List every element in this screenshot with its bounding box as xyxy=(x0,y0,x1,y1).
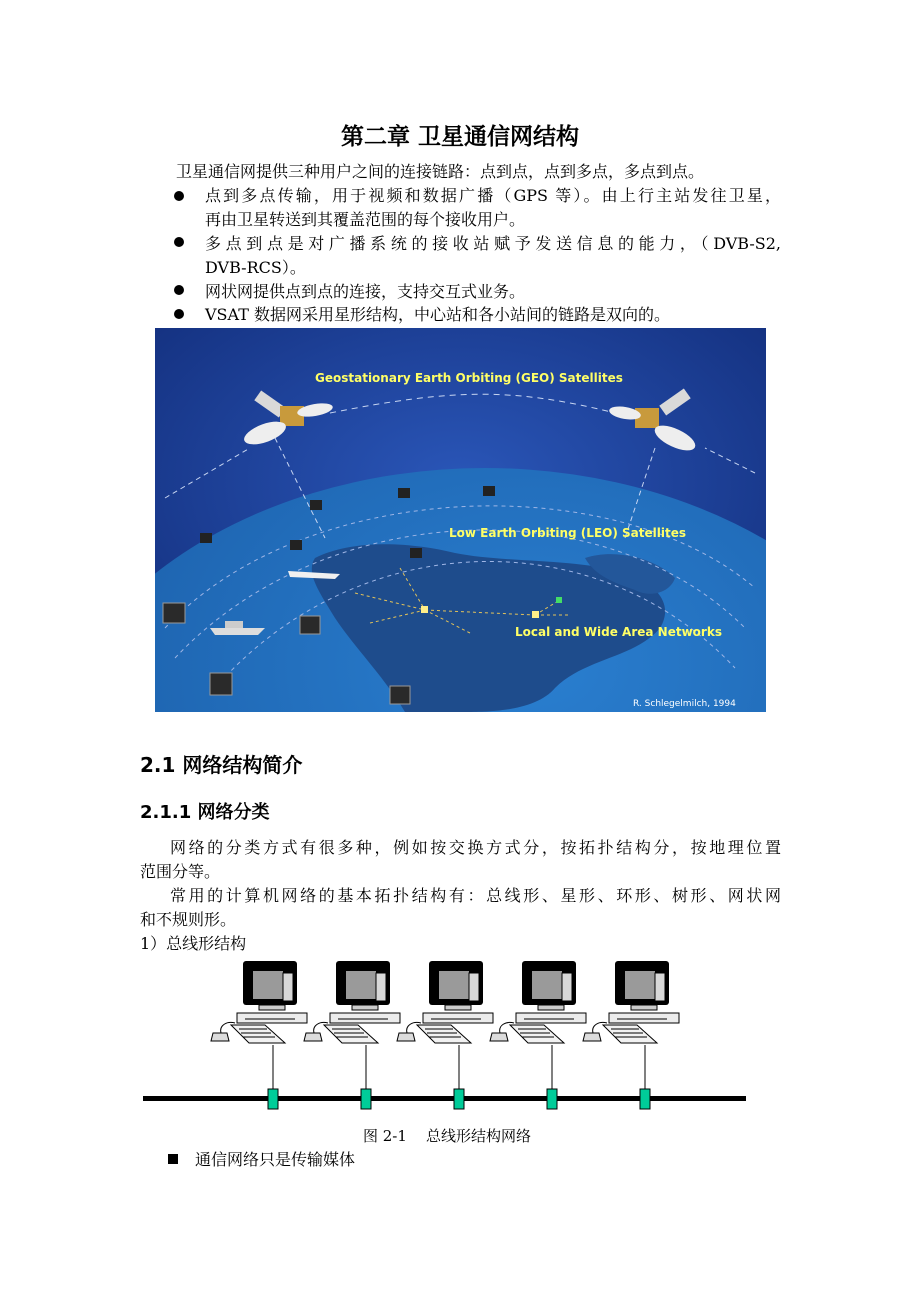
bullet-4: VSAT 数据网采用星形结构，中心站和各小站间的链路是双向的。 xyxy=(205,305,670,324)
computer-icon xyxy=(304,961,400,1043)
figure-credit: R. Schlegelmilch, 1994 xyxy=(633,699,736,709)
figure-2-1-caption: 图 2-1 总线形结构网络 xyxy=(363,1127,531,1145)
terminal-icon xyxy=(300,616,320,634)
section-2-1-1-heading: 2.1.1 网络分类 xyxy=(140,802,270,823)
network-node-icon xyxy=(556,597,562,603)
paragraph-2-line-2: 和不规则形。 xyxy=(140,910,237,929)
computer-icon xyxy=(583,961,679,1043)
paragraph-2-line-1: 常用的计算机网络的基本拓扑结构有：总线形、星形、环形、树形、网状网 xyxy=(170,886,781,905)
bullet-marker xyxy=(174,237,184,247)
computer-icon xyxy=(211,961,307,1043)
bus-tap xyxy=(268,1089,278,1109)
terminal-icon xyxy=(210,673,232,695)
bus-line xyxy=(143,1096,746,1101)
geo-label: Geostationary Earth Orbiting (GEO) Satellites xyxy=(315,371,623,385)
bus-tap xyxy=(454,1089,464,1109)
bullet-1-line-1: 点到多点传输，用于视频和数据广播（GPS 等）。由上行主站发往卫星， xyxy=(205,186,781,205)
bullet-3: 网状网提供点到点的连接，支持交互式业务。 xyxy=(205,282,526,301)
list-item-1: 1）总线形结构 xyxy=(140,934,247,953)
ship-icon xyxy=(210,628,265,635)
leo-satellite-icon xyxy=(410,548,422,558)
bus-tap xyxy=(361,1089,371,1109)
section-2-1-heading: 2.1 网络结构简介 xyxy=(140,753,303,777)
bus-topology-figure xyxy=(140,955,750,1115)
network-node-icon xyxy=(532,611,539,618)
leo-label: Low Earth Orbiting (LEO) Satellites xyxy=(449,526,686,540)
square-bullet-marker xyxy=(168,1154,178,1164)
bullet-2-line-2: DVB-RCS）。 xyxy=(205,258,306,277)
network-node-icon xyxy=(421,606,428,613)
leo-satellite-icon xyxy=(310,500,322,510)
paragraph-1-line-1: 网络的分类方式有很多种，例如按交换方式分，按拓扑结构分，按地理位置 xyxy=(170,838,781,857)
leo-satellite-icon xyxy=(200,533,212,543)
bullet-1-line-2: 再由卫星转送到其覆盖范围的每个接收用户。 xyxy=(205,210,526,229)
computer-icon xyxy=(397,961,493,1043)
square-bullet-text: 通信网络只是传输媒体 xyxy=(195,1150,356,1169)
bus-tap xyxy=(547,1089,557,1109)
bullet-2-line-1: 多点到点是对广播系统的接收站赋予发送信息的能力，（DVB-S2, xyxy=(205,234,781,253)
computer-icon xyxy=(490,961,586,1043)
leo-satellite-icon xyxy=(398,488,410,498)
terminal-icon xyxy=(390,686,410,704)
intro-text: 卫星通信网提供三种用户之间的连接链路：点到点，点到多点，多点到点。 xyxy=(176,162,705,181)
terminal-icon xyxy=(163,603,185,623)
bullet-marker xyxy=(174,191,184,201)
page-title: 第二章 卫星通信网结构 xyxy=(340,124,579,150)
leo-satellite-icon xyxy=(290,540,302,550)
bullet-marker xyxy=(174,285,184,295)
lan-label: Local and Wide Area Networks xyxy=(515,625,722,639)
paragraph-1-line-2: 范围分等。 xyxy=(140,862,221,881)
leo-satellite-icon xyxy=(483,486,495,496)
bullet-marker xyxy=(174,309,184,319)
satellite-network-figure xyxy=(155,328,766,712)
bus-tap xyxy=(640,1089,650,1109)
